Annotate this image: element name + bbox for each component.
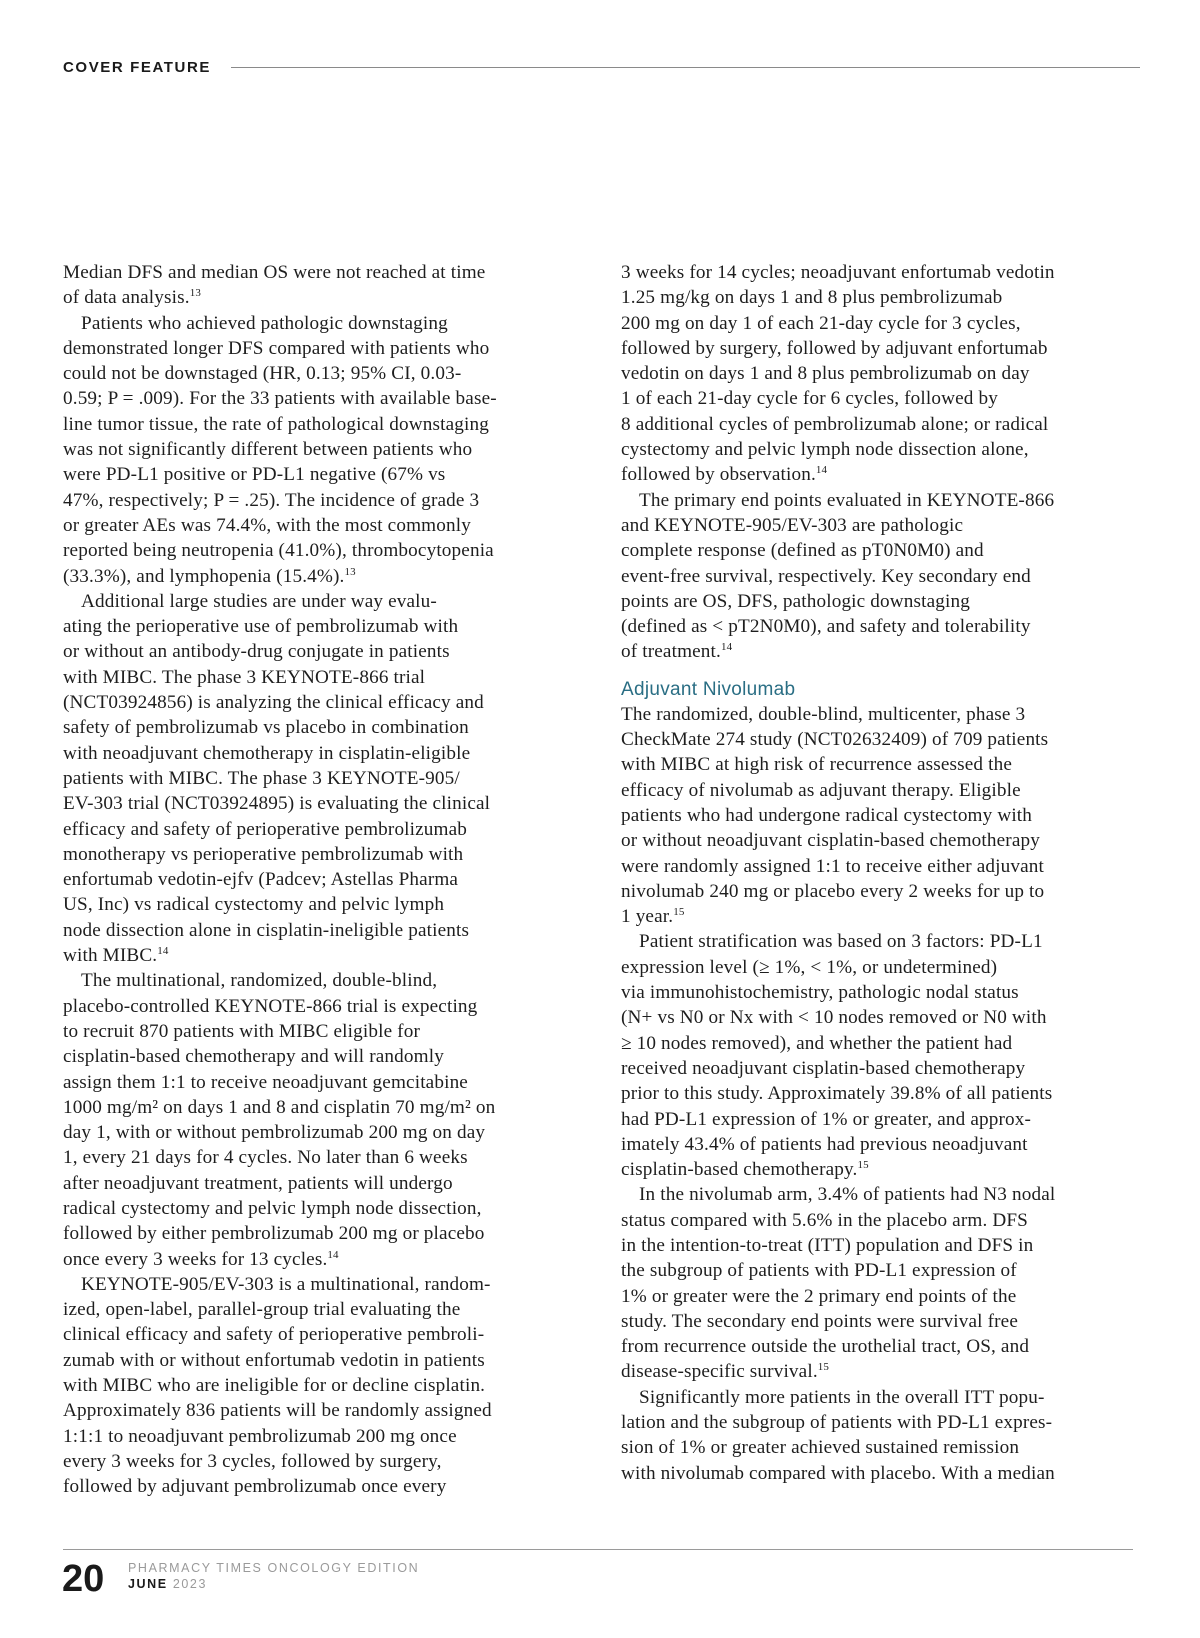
- text-line: [63, 1044, 583, 1069]
- line-text: KEYNOTE-905/EV-303 is a multinational, random-: [81, 1273, 491, 1295]
- text-line: [63, 1272, 583, 1297]
- line-text: via immunohistochemistry, pathologic nodal status: [621, 982, 1019, 1004]
- text-line: [621, 513, 1141, 538]
- line-text: Patients who achieved pathologic downstaging: [81, 312, 448, 334]
- text-line: [63, 690, 583, 715]
- line-text: US, Inc) vs radical cystectomy and pelvic lymph: [63, 894, 445, 916]
- text-line: [63, 311, 583, 336]
- line-text: followed by observation.: [621, 464, 816, 486]
- text-line: [621, 361, 1141, 386]
- citation-ref: 14: [157, 945, 169, 958]
- line-text: (NCT03924856) is analyzing the clinical efficacy and: [63, 692, 484, 714]
- line-text: nivolumab 240 mg or placebo every 2 weeks for up to: [621, 880, 1045, 902]
- text-line: [63, 488, 583, 513]
- page-number: 20: [62, 1558, 105, 1600]
- line-text: 1, every 21 days for 4 cycles. No later than 6 weeks: [63, 1147, 468, 1169]
- line-text: placebo-controlled KEYNOTE-866 trial is expecting: [63, 995, 478, 1017]
- line-text: lation and the subgroup of patients with PD-L1 expres-: [621, 1412, 1053, 1434]
- text-line: [621, 980, 1141, 1005]
- line-text: (defined as < pT2N0M0), and safety and tolerability: [621, 616, 1031, 638]
- line-text: 1 year.: [621, 906, 674, 928]
- text-line: [621, 1410, 1141, 1435]
- line-text: Additional large studies are under way evalu-: [81, 590, 437, 612]
- text-line: [63, 1348, 583, 1373]
- text-line: [621, 1334, 1141, 1359]
- text-line: [63, 1145, 583, 1170]
- line-text: once every 3 weeks for 13 cycles.: [63, 1248, 328, 1270]
- line-text: patients who had undergone radical cystectomy with: [621, 804, 1033, 826]
- text-line: [63, 513, 583, 538]
- text-line: [63, 386, 583, 411]
- citation-ref: 15: [857, 1159, 869, 1172]
- section-label: COVER FEATURE: [63, 58, 212, 76]
- citation-ref: 15: [817, 1361, 830, 1374]
- line-text: points are OS, DFS, pathologic downstaging: [621, 590, 970, 612]
- line-text: 8 additional cycles of pembrolizumab alone; or radical: [621, 413, 1049, 435]
- text-line: [621, 260, 1141, 285]
- line-text: with MIBC. The phase 3 KEYNOTE-866 trial: [63, 666, 426, 688]
- text-line: [621, 1309, 1141, 1334]
- text-line: [621, 702, 1141, 727]
- text-line: [63, 817, 583, 842]
- line-text: every 3 weeks for 3 cycles, followed by surgery,: [63, 1450, 442, 1472]
- text-line: [621, 1107, 1141, 1132]
- text-line: [63, 766, 583, 791]
- line-text: followed by either pembrolizumab 200 mg or placebo: [63, 1223, 485, 1245]
- left-column: [63, 260, 583, 1500]
- text-line: [63, 614, 583, 639]
- line-text: with MIBC at high risk of recurrence assessed the: [621, 754, 1012, 776]
- line-text: reported being neutropenia (41.0%), thrombocytopenia: [63, 540, 494, 562]
- text-line: [621, 538, 1141, 563]
- line-text: followed by adjuvant pembrolizumab once every: [63, 1476, 447, 1498]
- line-text: (N+ vs N0 or Nx with < 10 nodes removed or N0 with: [621, 1007, 1047, 1029]
- line-text: with neoadjuvant chemotherapy in cisplatin-eligible: [63, 742, 471, 764]
- line-text: of data analysis.: [63, 287, 190, 309]
- line-text: of treatment.: [621, 641, 721, 663]
- text-line: [621, 1132, 1141, 1157]
- text-line: [63, 665, 583, 690]
- line-text: line tumor tissue, the rate of pathological downstaging: [63, 413, 490, 435]
- text-line: [63, 462, 583, 487]
- text-line: [621, 614, 1141, 639]
- citation-ref: 14: [815, 464, 828, 477]
- line-text: 3 weeks for 14 cycles; neoadjuvant enfortumab vedotin: [621, 262, 1055, 283]
- text-line: [63, 1247, 583, 1272]
- line-text: was not significantly different between patients who: [63, 439, 473, 461]
- citation-ref: 14: [720, 641, 733, 654]
- text-line: [621, 1233, 1141, 1258]
- text-line: [63, 589, 583, 614]
- line-text: study. The secondary end points were survival free: [621, 1310, 1018, 1332]
- text-line: [621, 437, 1141, 462]
- line-text: in the intention-to-treat (ITT) population and DFS in: [621, 1234, 1034, 1256]
- line-text: 47%, respectively; P = .25). The incidence of grade 3: [63, 489, 480, 511]
- text-line: [621, 311, 1141, 336]
- line-text: could not be downstaged (HR, 0.13; 95% CI, 0.03-: [63, 363, 462, 385]
- line-text: CheckMate 274 study (NCT02632409) of 709 patients: [621, 729, 1049, 751]
- text-line: [621, 727, 1141, 752]
- line-text: radical cystectomy and pelvic lymph node dissection,: [63, 1197, 482, 1219]
- text-line: [621, 462, 1141, 487]
- citation-ref: 13: [344, 565, 356, 578]
- text-line: [621, 955, 1141, 980]
- line-text: 1:1:1 to neoadjuvant pembrolizumab 200 mg once: [63, 1425, 457, 1447]
- line-text: 200 mg on day 1 of each 21-day cycle for 3 cycles,: [621, 312, 1021, 334]
- line-text: cystectomy and pelvic lymph node dissection alone,: [621, 439, 1029, 461]
- text-line: [621, 929, 1141, 954]
- text-line: [63, 892, 583, 917]
- text-line: [621, 752, 1141, 777]
- text-line: [621, 1182, 1141, 1207]
- text-line: [621, 1385, 1141, 1410]
- line-text: zumab with or without enfortumab vedotin in patients: [63, 1349, 485, 1371]
- line-text: 1 of each 21-day cycle for 6 cycles, followed by: [621, 388, 998, 410]
- text-line: [621, 1359, 1141, 1384]
- line-text: disease-specific survival.: [621, 1361, 818, 1383]
- line-text: The randomized, double-blind, multicenter, phase 3: [621, 703, 1026, 725]
- text-line: [63, 412, 583, 437]
- text-line: [621, 778, 1141, 803]
- line-text: Significantly more patients in the overall ITT popu-: [639, 1386, 1045, 1408]
- text-line: [63, 1424, 583, 1449]
- text-line: [621, 1031, 1141, 1056]
- line-text: prior to this study. Approximately 39.8% of all patients: [621, 1083, 1053, 1105]
- line-text: complete response (defined as pT0N0M0) and: [621, 540, 984, 562]
- line-text: the subgroup of patients with PD-L1 expression of: [621, 1260, 1017, 1282]
- text-line: [621, 1258, 1141, 1283]
- line-text: event-free survival, respectively. Key secondary end: [621, 565, 1031, 587]
- right-column-lines-b: [621, 702, 1141, 1486]
- text-line: [621, 904, 1141, 929]
- text-line: [63, 336, 583, 361]
- text-line: [621, 1461, 1141, 1486]
- line-text: vedotin on days 1 and 8 plus pembrolizumab on day: [621, 363, 1030, 385]
- line-text: assign them 1:1 to receive neoadjuvant gemcitabine: [63, 1071, 468, 1093]
- text-line: [621, 1208, 1141, 1233]
- line-text: ≥ 10 nodes removed), and whether the patient had: [621, 1032, 1013, 1054]
- line-text: with MIBC who are ineligible for or decline cisplatin.: [63, 1375, 486, 1397]
- line-text: day 1, with or without pembrolizumab 200 mg on day: [63, 1122, 486, 1144]
- text-line: [63, 1070, 583, 1095]
- line-text: ating the perioperative use of pembrolizumab with: [63, 616, 459, 638]
- line-text: or greater AEs was 74.4%, with the most commonly: [63, 514, 471, 536]
- text-line: [63, 968, 583, 993]
- line-text: and KEYNOTE-905/EV-303 are pathologic: [621, 514, 964, 536]
- text-line: [63, 1095, 583, 1120]
- text-line: [63, 361, 583, 386]
- text-line: [621, 639, 1141, 664]
- text-line: [621, 336, 1141, 361]
- text-line: [621, 1284, 1141, 1309]
- line-text: or without neoadjuvant cisplatin-based chemotherapy: [621, 830, 1040, 852]
- line-text: Approximately 836 patients will be randomly assigned: [63, 1400, 492, 1422]
- text-line: [621, 412, 1141, 437]
- line-text: from recurrence outside the urothelial tract, OS, and: [621, 1336, 1030, 1358]
- citation-ref: 15: [673, 906, 685, 919]
- line-text: cisplatin-based chemotherapy.: [621, 1159, 858, 1181]
- page-header: [63, 55, 1140, 79]
- text-line: [63, 918, 583, 943]
- line-text: Median DFS and median OS were not reached at time: [63, 262, 486, 283]
- issue-date: [128, 1577, 207, 1592]
- text-line: [63, 715, 583, 740]
- line-text: with nivolumab compared with placebo. With a median: [621, 1462, 1055, 1484]
- line-text: sion of 1% or greater achieved sustained remission: [621, 1437, 1020, 1459]
- line-text: clinical efficacy and safety of perioperative pembroli-: [63, 1324, 485, 1346]
- text-line: [63, 1449, 583, 1474]
- line-text: had PD-L1 expression of 1% or greater, and approx-: [621, 1108, 1032, 1130]
- subhead-adjuvant-nivolumab: Adjuvant Nivolumab: [621, 678, 796, 700]
- line-text: followed by surgery, followed by adjuvant enfortumab: [621, 337, 1048, 359]
- issue-year: 2023: [172, 1577, 208, 1591]
- citation-ref: 14: [327, 1248, 339, 1261]
- text-line: [621, 1005, 1141, 1030]
- line-text: were randomly assigned 1:1 to receive either adjuvant: [621, 855, 1044, 877]
- left-column-lines: [63, 260, 583, 1500]
- line-text: EV-303 trial (NCT03924895) is evaluating the clinical: [63, 793, 491, 815]
- publication-name: PHARMACY TIMES ONCOLOGY EDITION: [128, 1561, 420, 1575]
- line-text: enfortumab vedotin-ejfv (Padcev; Astellas Pharma: [63, 869, 459, 891]
- line-text: patients with MIBC. The phase 3 KEYNOTE-905/: [63, 767, 460, 789]
- text-line: [621, 828, 1141, 853]
- text-line: [621, 488, 1141, 513]
- line-text: expression level (≥ 1%, < 1%, or undetermined): [621, 956, 998, 978]
- line-text: 1.25 mg/kg on days 1 and 8 plus pembrolizumab: [621, 287, 1003, 309]
- header-rule: [231, 67, 1140, 68]
- line-text: or without an antibody-drug conjugate in patients: [63, 641, 450, 663]
- text-line: [621, 285, 1141, 310]
- text-line: [63, 867, 583, 892]
- line-text: The primary end points evaluated in KEYNOTE-866: [639, 489, 1055, 511]
- text-line: [621, 879, 1141, 904]
- issue-month: JUNE: [128, 1577, 168, 1591]
- text-line: [63, 1322, 583, 1347]
- line-text: received neoadjuvant cisplatin-based chemotherapy: [621, 1057, 1026, 1079]
- line-text: (33.3%), and lymphopenia (15.4%).: [63, 565, 345, 587]
- text-line: [63, 538, 583, 563]
- text-line: [63, 791, 583, 816]
- line-text: 0.59; P = .009). For the 33 patients with available base-: [63, 388, 497, 410]
- line-text: cisplatin-based chemotherapy and will randomly: [63, 1046, 444, 1068]
- text-line: [63, 437, 583, 462]
- text-line: [63, 842, 583, 867]
- text-line: [63, 1398, 583, 1423]
- footer-rule: [63, 1549, 1133, 1550]
- text-line: [63, 285, 583, 310]
- line-text: In the nivolumab arm, 3.4% of patients had N3 nodal: [639, 1184, 1056, 1206]
- text-line: [621, 803, 1141, 828]
- text-line: [63, 741, 583, 766]
- text-line: [63, 943, 583, 968]
- text-line: [621, 854, 1141, 879]
- text-line: [63, 1171, 583, 1196]
- text-line: [63, 639, 583, 664]
- line-text: safety of pembrolizumab vs placebo in combination: [63, 717, 469, 739]
- text-line: [621, 1435, 1141, 1460]
- text-line: [63, 260, 583, 285]
- right-column: [621, 260, 1141, 1486]
- line-text: efficacy of nivolumab as adjuvant therapy. Eligible: [621, 779, 1021, 801]
- text-line: [63, 994, 583, 1019]
- line-text: after neoadjuvant treatment, patients will undergo: [63, 1172, 453, 1194]
- text-line: [621, 564, 1141, 589]
- line-text: 1% or greater were the 2 primary end points of the: [621, 1285, 1017, 1307]
- text-line: [63, 1474, 583, 1499]
- right-column-lines-a: [621, 260, 1141, 665]
- line-text: demonstrated longer DFS compared with patients who: [63, 337, 490, 359]
- line-text: to recruit 870 patients with MIBC eligible for: [63, 1020, 421, 1042]
- line-text: imately 43.4% of patients had previous neoadjuvant: [621, 1133, 1028, 1155]
- text-line: [621, 589, 1141, 614]
- line-text: efficacy and safety of perioperative pembrolizumab: [63, 818, 468, 840]
- line-text: with MIBC.: [63, 945, 158, 967]
- text-line: [63, 1120, 583, 1145]
- text-line: [63, 1196, 583, 1221]
- text-line: [63, 1297, 583, 1322]
- text-line: [63, 1019, 583, 1044]
- text-line: [63, 564, 583, 589]
- line-text: ized, open-label, parallel-group trial evaluating the: [63, 1299, 461, 1321]
- line-text: node dissection alone in cisplatin-ineligible patients: [63, 919, 470, 941]
- text-line: [621, 1056, 1141, 1081]
- text-line: [621, 1157, 1141, 1182]
- citation-ref: 13: [189, 287, 202, 300]
- line-text: The multinational, randomized, double-blind,: [81, 970, 438, 992]
- line-text: status compared with 5.6% in the placebo arm. DFS: [621, 1209, 1029, 1231]
- text-line: [621, 386, 1141, 411]
- line-text: were PD-L1 positive or PD-L1 negative (67% vs: [63, 464, 446, 486]
- line-text: monotherapy vs perioperative pembrolizumab with: [63, 843, 464, 865]
- text-line: [63, 1373, 583, 1398]
- line-text: 1000 mg/m² on days 1 and 8 and cisplatin 70 mg/m² on: [63, 1096, 496, 1118]
- line-text: Patient stratification was based on 3 factors: PD-L1: [639, 931, 1043, 953]
- text-line: [63, 1221, 583, 1246]
- text-line: [621, 1081, 1141, 1106]
